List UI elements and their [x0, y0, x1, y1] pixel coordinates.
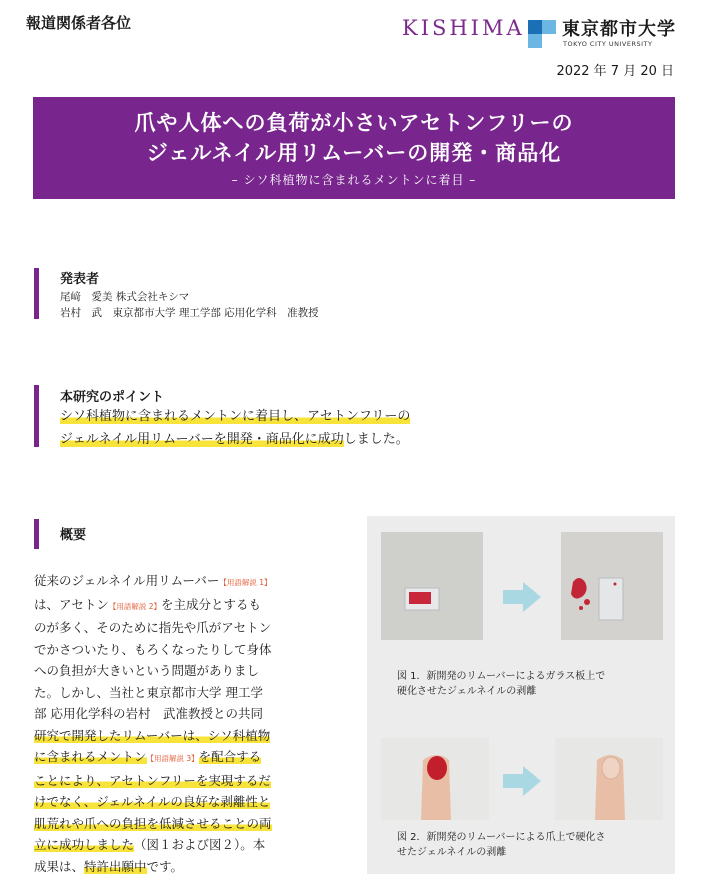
presenter-line-1: 尾﨑 愛美 株式会社キシマ [60, 291, 190, 303]
fig2-caption-line-1: 図 2．新開発のリムーバーによる爪上で硬化さ [397, 832, 606, 843]
glossary-ref-2[interactable]: 【用語解説 2】 [108, 601, 162, 611]
summary-text: （図１および図２）。本 [134, 837, 266, 852]
summary-line [34, 791, 354, 813]
summary-text: 成果は、 [34, 858, 85, 874]
summary-highlight: に含まれるメントン [34, 749, 147, 764]
summary-highlight: 立に成功しました [34, 837, 135, 852]
summary-highlight: 肌荒れや爪への負担を低減させることの両 [34, 815, 272, 831]
glossary-ref-3[interactable]: 【用語解説 3】 [146, 754, 199, 763]
subtitle: – シソ科植物に含まれるメントンに着目 – [231, 173, 477, 187]
points-line-2 [60, 429, 409, 451]
points-highlight-2: ジェルネイル用リムーバーを開発・商品化に成功 [60, 432, 344, 447]
fig2-after-photo [555, 738, 663, 820]
summary-line [34, 594, 354, 618]
tcu-logo-mark [528, 20, 556, 48]
points-line-2-rest: しました。 [343, 432, 409, 447]
summary-accent-bar [34, 519, 39, 549]
recipients-label: 報道関係者各位 [26, 14, 132, 32]
presenter-line-2: 岩村 武 東京都市大学 理工学部 応用化学科 准教授 [60, 307, 319, 319]
points-accent-bar [34, 385, 39, 447]
summary-text: を主成分とするも [161, 596, 262, 612]
title-line-2: ジェルネイル用リムーバーの開発・商品化 [146, 141, 562, 165]
fig1-before-photo [381, 532, 483, 640]
summary-line: のが多く、そのために指先や爪がアセトン [34, 620, 272, 635]
summary-line: への負担が大きいという問題がありまし [34, 663, 260, 678]
summary-highlight: ことにより、アセトンフリーを実現するだ [34, 772, 271, 788]
points-highlight-1: シソ科植物に含まれるメントンに着目し、アセトンフリーの [60, 409, 411, 424]
summary-line [34, 834, 354, 856]
summary-text: です。 [146, 858, 184, 874]
arrow-icon [503, 582, 541, 612]
tcu-logo-english: TOKYO CITY UNIVERSITY [563, 40, 653, 48]
summary-line: た。しかし、当社と東京都市大学 理工学 [34, 684, 263, 700]
fig1-after-photo [561, 532, 663, 640]
summary-line [34, 570, 354, 594]
presenters-heading: 発表者 [60, 272, 100, 287]
summary-highlight: シソ科植物 [207, 727, 271, 743]
summary-highlight: けでなく、ジェルネイルの良好な剥離性と [34, 794, 271, 809]
fig1-caption-line-1: 図 1．新開発のリムーバーによるガラス板上で [397, 671, 606, 682]
title-line-1: 爪や人体への負荷が小さいアセトンフリーの [134, 111, 574, 135]
summary-highlight: を配合する [198, 749, 262, 764]
summary-highlight: 研究で開発したリムーバーは、 [34, 727, 208, 743]
summary-line: でかさついたり、もろくなったりして身体 [34, 641, 272, 657]
summary-line [34, 856, 354, 878]
summary-line [34, 770, 354, 792]
summary-highlight: 特許出願中 [84, 858, 147, 874]
summary-line [34, 813, 354, 835]
summary-text: 従来のジェルネイル用リムーバー [34, 573, 220, 588]
summary-heading: 概要 [60, 528, 87, 543]
tcu-logo-name: 東京都市大学 [562, 19, 676, 40]
arrow-icon [503, 766, 541, 796]
points-heading: 本研究のポイント [60, 390, 165, 405]
fig1-caption-line-2: 硬化させたジェルネイルの剥離 [397, 686, 537, 697]
presenters-accent-bar [34, 268, 39, 319]
fig2-caption-line-2: せたジェルネイルの剥離 [397, 847, 507, 858]
fig2-before-photo [381, 738, 489, 820]
glossary-ref-1[interactable]: 【用語解説 1】 [219, 578, 272, 587]
summary-line [34, 746, 354, 770]
figure-panel [367, 516, 675, 874]
summary-line [34, 725, 354, 747]
title-banner [33, 97, 675, 199]
release-date: 2022 年 7 月 20 日 [556, 64, 674, 79]
points-line-1 [60, 406, 410, 428]
summary-text: は、アセトン [34, 596, 109, 612]
summary-body [34, 570, 354, 877]
summary-line: 部 応用化学科の岩村 武准教授との共同 [34, 706, 263, 721]
kishima-logo: KISHIMA [402, 16, 525, 40]
